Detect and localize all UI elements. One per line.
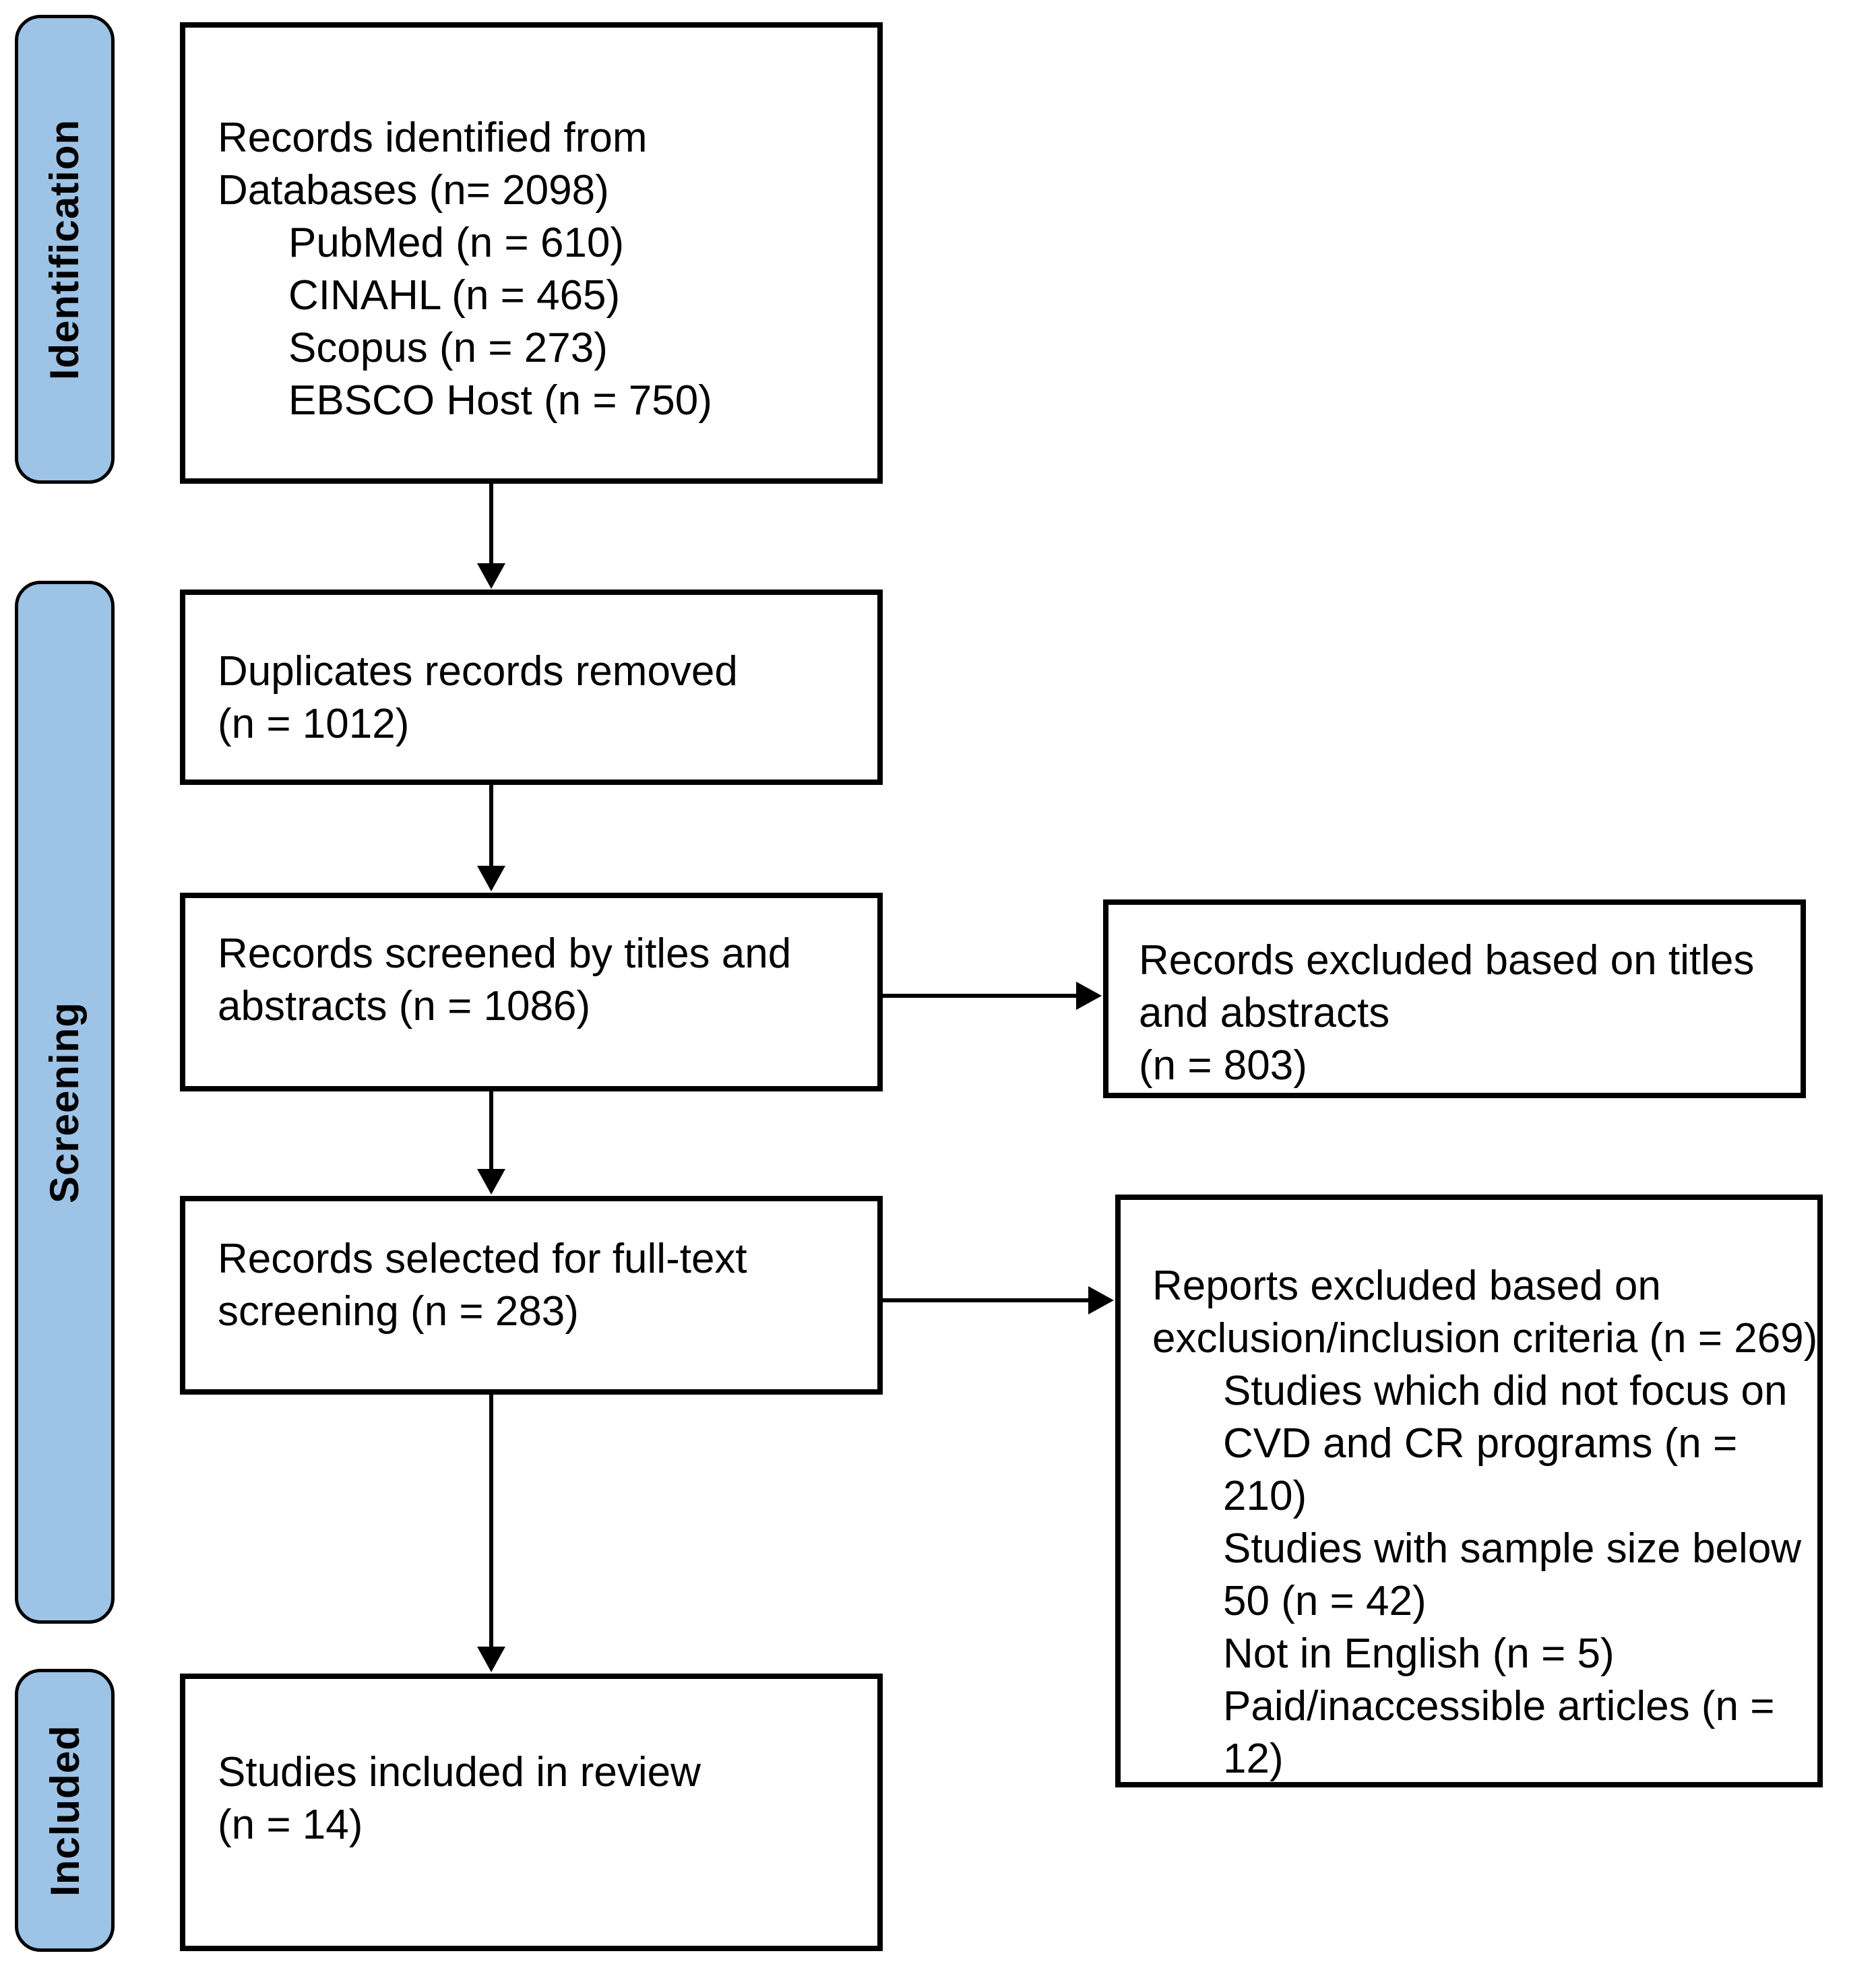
box-records-screened-line: Records screened by titles and	[218, 930, 792, 977]
arrow-fulltext-to-included	[489, 1395, 493, 1648]
box-excluded-criteria-subline: CVD and CR programs (n =	[1223, 1420, 1738, 1467]
arrow-screened-to-fulltext-head-icon	[477, 1169, 505, 1195]
box-excluded-titles-abstracts-line: Records excluded based on titles	[1139, 937, 1755, 984]
box-excluded-criteria-subline: Studies with sample size below	[1223, 1525, 1802, 1572]
box-studies-included-line: (n = 14)	[218, 1802, 363, 1848]
box-fulltext-selected	[180, 1196, 883, 1395]
box-excluded-titles-abstracts-line: and abstracts	[1139, 990, 1390, 1036]
box-studies-included-line: Studies included in review	[218, 1749, 701, 1796]
box-records-identified-line: Records identified from	[218, 115, 648, 161]
arrow-identified-to-duplicates-head-icon	[477, 563, 505, 589]
box-studies-included	[180, 1674, 883, 1951]
arrow-fulltext-to-excluded-head-icon	[1088, 1286, 1114, 1314]
box-excluded-titles-abstracts	[1103, 899, 1806, 1098]
box-duplicates-removed	[180, 590, 883, 785]
box-records-identified-line: Databases (n= 2098)	[218, 167, 609, 214]
box-duplicates-removed-line: Duplicates records removed	[218, 648, 738, 695]
box-records-identified-subline: Scopus (n = 273)	[288, 325, 608, 371]
box-excluded-criteria-subline: 50 (n = 42)	[1223, 1578, 1427, 1624]
arrow-duplicates-to-screened-head-icon	[477, 866, 505, 891]
stage-included-label: Included	[42, 1724, 88, 1897]
box-excluded-criteria-subline: 12)	[1223, 1736, 1284, 1782]
stage-included	[15, 1669, 115, 1952]
box-fulltext-selected-line: Records selected for full-text	[218, 1236, 747, 1282]
arrow-fulltext-to-excluded	[882, 1298, 1090, 1302]
stage-identification-label: Identification	[42, 119, 88, 380]
box-records-screened-line: abstracts (n = 1086)	[218, 983, 591, 1029]
stage-identification	[15, 15, 115, 484]
arrow-duplicates-to-screened	[489, 785, 493, 867]
arrow-identified-to-duplicates	[489, 484, 493, 565]
box-excluded-criteria	[1115, 1195, 1823, 1787]
arrow-screened-to-excluded	[882, 994, 1077, 998]
box-records-identified-subline: EBSCO Host (n = 750)	[288, 377, 712, 424]
box-excluded-criteria-line: exclusion/inclusion criteria (n = 269)	[1152, 1315, 1818, 1362]
box-records-identified-subline: CINAHL (n = 465)	[288, 272, 621, 319]
box-excluded-criteria-subline: Paid/inaccessible articles (n =	[1223, 1683, 1775, 1729]
box-records-identified-subline: PubMed (n = 610)	[288, 220, 625, 266]
box-excluded-criteria-subline: 210)	[1223, 1473, 1307, 1519]
stage-screening	[15, 581, 115, 1624]
box-records-screened	[180, 893, 883, 1091]
box-excluded-criteria-line: Reports excluded based on	[1152, 1263, 1661, 1309]
arrow-screened-to-fulltext	[489, 1091, 493, 1170]
stage-screening-label: Screening	[42, 1001, 88, 1203]
box-excluded-criteria-subline: Studies which did not focus on	[1223, 1368, 1788, 1414]
box-fulltext-selected-line: screening (n = 283)	[218, 1288, 579, 1335]
box-duplicates-removed-line: (n = 1012)	[218, 701, 410, 747]
arrow-fulltext-to-included-head-icon	[477, 1647, 505, 1672]
box-records-identified	[180, 22, 883, 484]
box-excluded-titles-abstracts-line: (n = 803)	[1139, 1042, 1307, 1089]
arrow-screened-to-excluded-head-icon	[1076, 982, 1102, 1010]
box-excluded-criteria-subline: Not in English (n = 5)	[1223, 1630, 1615, 1677]
